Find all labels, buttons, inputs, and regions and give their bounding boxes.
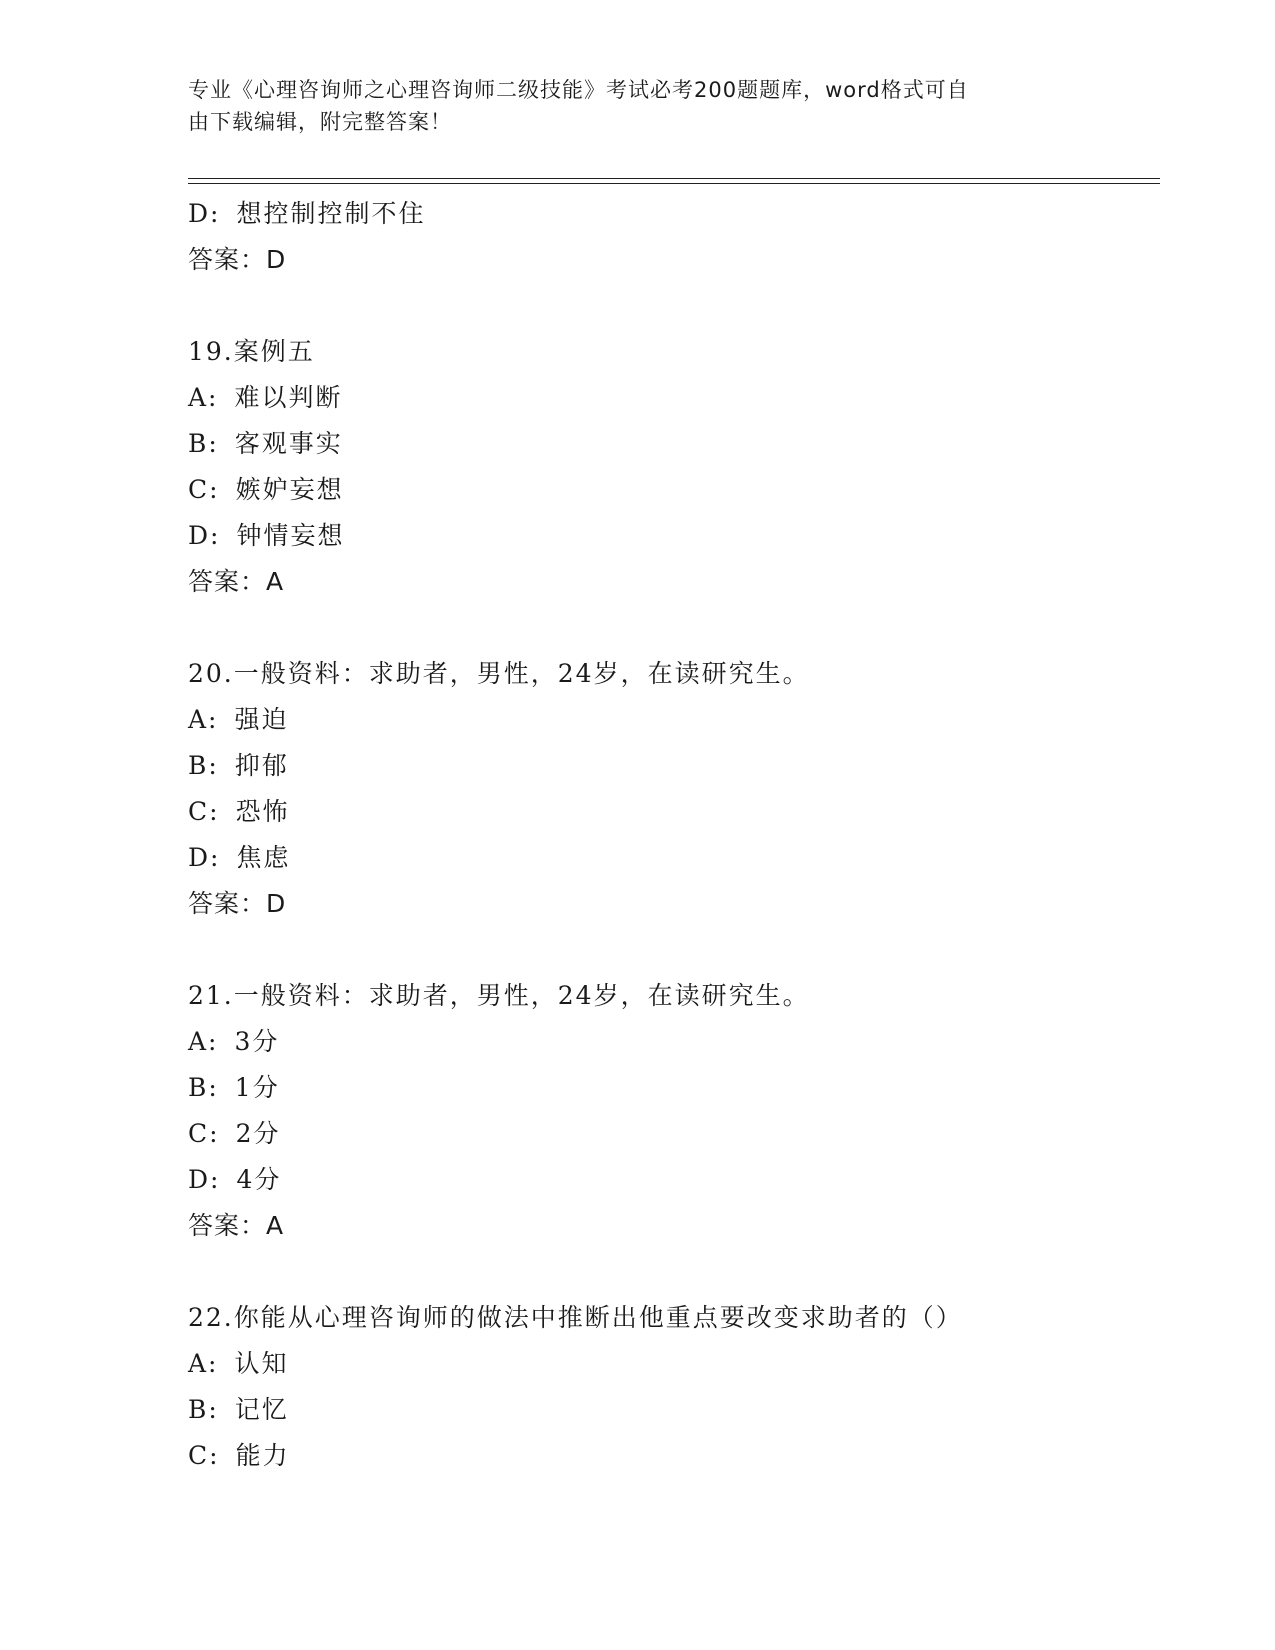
option-row — [188, 1019, 1160, 1065]
option-label: C: — [188, 475, 220, 504]
option-label: A: — [188, 1349, 219, 1378]
document-header — [188, 74, 1068, 138]
option-text: 抑郁 — [234, 751, 289, 780]
option-label: D: — [188, 199, 221, 228]
option-text: 能力 — [235, 1441, 290, 1470]
option-text: 1分 — [234, 1073, 280, 1102]
option-row — [188, 513, 1160, 559]
option-label: D: — [188, 843, 221, 872]
option-row — [188, 1111, 1160, 1157]
header-divider-top — [188, 178, 1160, 179]
question-title: 20.一般资料：求助者，男性，24岁，在读研究生。 — [188, 659, 810, 688]
option-text: 记忆 — [234, 1395, 289, 1424]
option-row — [188, 1433, 1160, 1479]
option-text: 认知 — [234, 1349, 289, 1378]
option-label: A: — [188, 705, 219, 734]
answer-line: 答案：D — [188, 889, 287, 918]
option-text: 3分 — [234, 1027, 280, 1056]
option-text: 焦虑 — [236, 843, 291, 872]
question-title: 21.一般资料：求助者，男性，24岁，在读研究生。 — [188, 981, 810, 1010]
option-row — [188, 835, 1160, 881]
option-label: C: — [188, 1441, 220, 1470]
option-row — [188, 421, 1160, 467]
option-text: 嫉妒妄想 — [235, 475, 344, 504]
answer-line: 答案：A — [188, 1211, 285, 1240]
option-text: 2分 — [235, 1119, 281, 1148]
header-line-2: 由下载编辑，附完整答案！ — [188, 110, 452, 134]
option-text: 客观事实 — [234, 429, 343, 458]
header-divider-bottom — [188, 183, 1160, 184]
header-line-1: 专业《心理咨询师之心理咨询师二级技能》考试必考200题题库，word格式可自 — [188, 78, 969, 102]
option-row — [188, 375, 1160, 421]
answer-line: 答案：D — [188, 245, 287, 274]
option-row — [188, 1341, 1160, 1387]
option-text: 钟情妄想 — [236, 521, 345, 550]
option-label: D: — [188, 521, 221, 550]
option-row — [188, 1157, 1160, 1203]
option-text: 恐怖 — [235, 797, 290, 826]
option-label: B: — [188, 429, 219, 458]
option-label: B: — [188, 1073, 219, 1102]
option-text: 想控制控制不住 — [236, 199, 426, 228]
option-label: D: — [188, 1165, 221, 1194]
option-label: A: — [188, 383, 219, 412]
option-label: A: — [188, 1027, 219, 1056]
option-label: C: — [188, 797, 220, 826]
option-text: 强迫 — [234, 705, 289, 734]
answer-line: 答案：A — [188, 567, 285, 596]
option-label: C: — [188, 1119, 220, 1148]
option-row — [188, 743, 1160, 789]
option-label: B: — [188, 751, 219, 780]
question-content — [188, 191, 1160, 1479]
option-row — [188, 467, 1160, 513]
option-row — [188, 1065, 1160, 1111]
option-label: B: — [188, 1395, 219, 1424]
option-row — [188, 697, 1160, 743]
option-text: 4分 — [236, 1165, 282, 1194]
option-row — [188, 789, 1160, 835]
option-row — [188, 1387, 1160, 1433]
option-text: 难以判断 — [234, 383, 343, 412]
option-row — [188, 191, 1160, 237]
question-title: 22.你能从心理咨询师的做法中推断出他重点要改变求助者的（） — [188, 1303, 963, 1332]
question-title: 19.案例五 — [188, 337, 315, 366]
